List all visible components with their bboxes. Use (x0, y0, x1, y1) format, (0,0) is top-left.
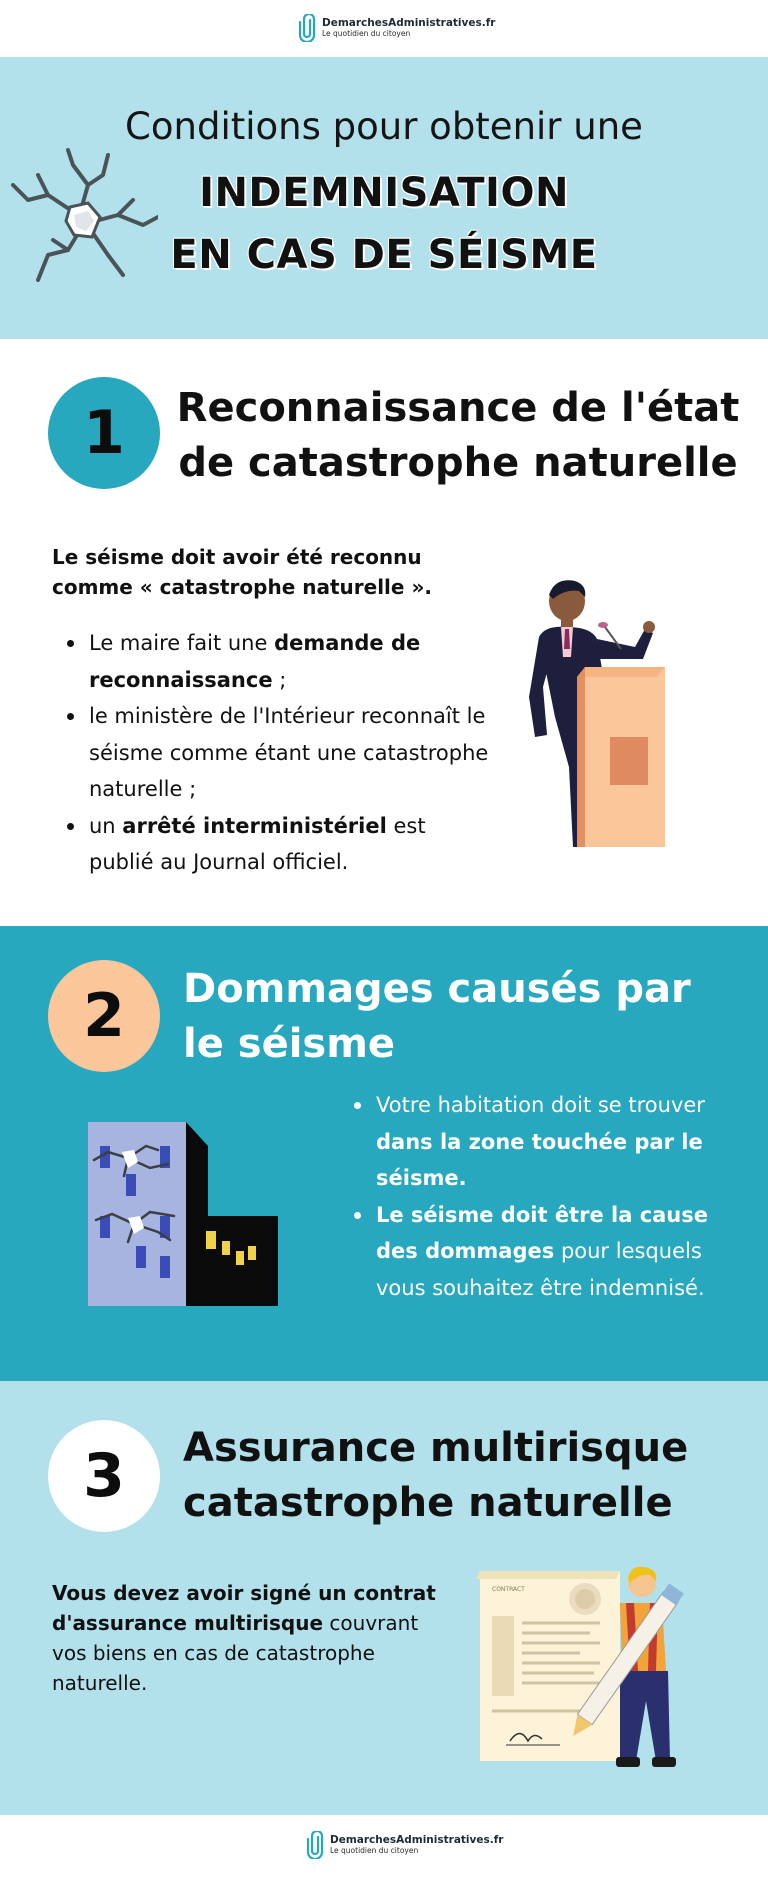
section-title: Dommages causés par le séisme (183, 966, 691, 1067)
paperclip-icon (306, 1831, 324, 1859)
logo-tagline: Le quotidien du citoyen (322, 29, 411, 38)
site-logo-top[interactable] (298, 14, 495, 42)
logo-brand: DemarchesAdministratives.fr (322, 17, 496, 29)
step-number-badge: 2 (48, 960, 160, 1072)
requirements-list (339, 1087, 739, 1306)
requirements-list (52, 625, 492, 881)
list-item: un arrêté interministériel est publié au Journal officiel. (52, 808, 492, 881)
paperclip-icon (298, 14, 316, 42)
speaker-at-podium-illustration (525, 577, 675, 857)
list-item: Votre habitation doit se trouver dans la zone touchée par le séisme. (339, 1087, 739, 1197)
list-item: le ministère de l'Intérieur reconnaît le séisme comme étant une catastrophe naturelle ; (52, 698, 492, 808)
contract-label: CONTRACT (492, 1586, 525, 1593)
section-insurance (0, 1381, 768, 1815)
person-with-contract-illustration (470, 1561, 690, 1771)
logo-brand: DemarchesAdministratives.fr (330, 1834, 504, 1846)
step-number-badge: 3 (48, 1420, 160, 1532)
header-title-line1: INDEMNISATION (199, 170, 569, 216)
section-recognition (0, 339, 768, 926)
section-title: Assurance multirisque catastrophe naturelle (183, 1425, 689, 1526)
header-intro: Conditions pour obtenir une (125, 105, 643, 148)
section-lead: Le séisme doit avoir été reconnu comme « catastrophe naturelle ». (52, 545, 432, 599)
list-item: Le séisme doit être la cause des dommages pour lesquels vous souhaitez être indemnisé. (339, 1197, 739, 1307)
cracked-building-illustration (88, 1116, 278, 1306)
header-title-line2: EN CAS DE SÉISME (170, 232, 598, 278)
list-item: Le maire fait une demande de reconnaissance ; (52, 625, 492, 698)
section-title: Reconnaissance de l'état de catastrophe naturelle (176, 385, 740, 486)
header-banner (0, 57, 768, 339)
section-lead: Vous devez avoir signé un contrat d'assurance multirisque couvrant vos biens en cas de catastrophe naturelle. (52, 1581, 436, 1695)
site-logo-bottom[interactable] (306, 1831, 503, 1859)
logo-tagline: Le quotidien du citoyen (330, 1846, 419, 1855)
section-damages (0, 926, 768, 1381)
step-number-badge: 1 (48, 377, 160, 489)
